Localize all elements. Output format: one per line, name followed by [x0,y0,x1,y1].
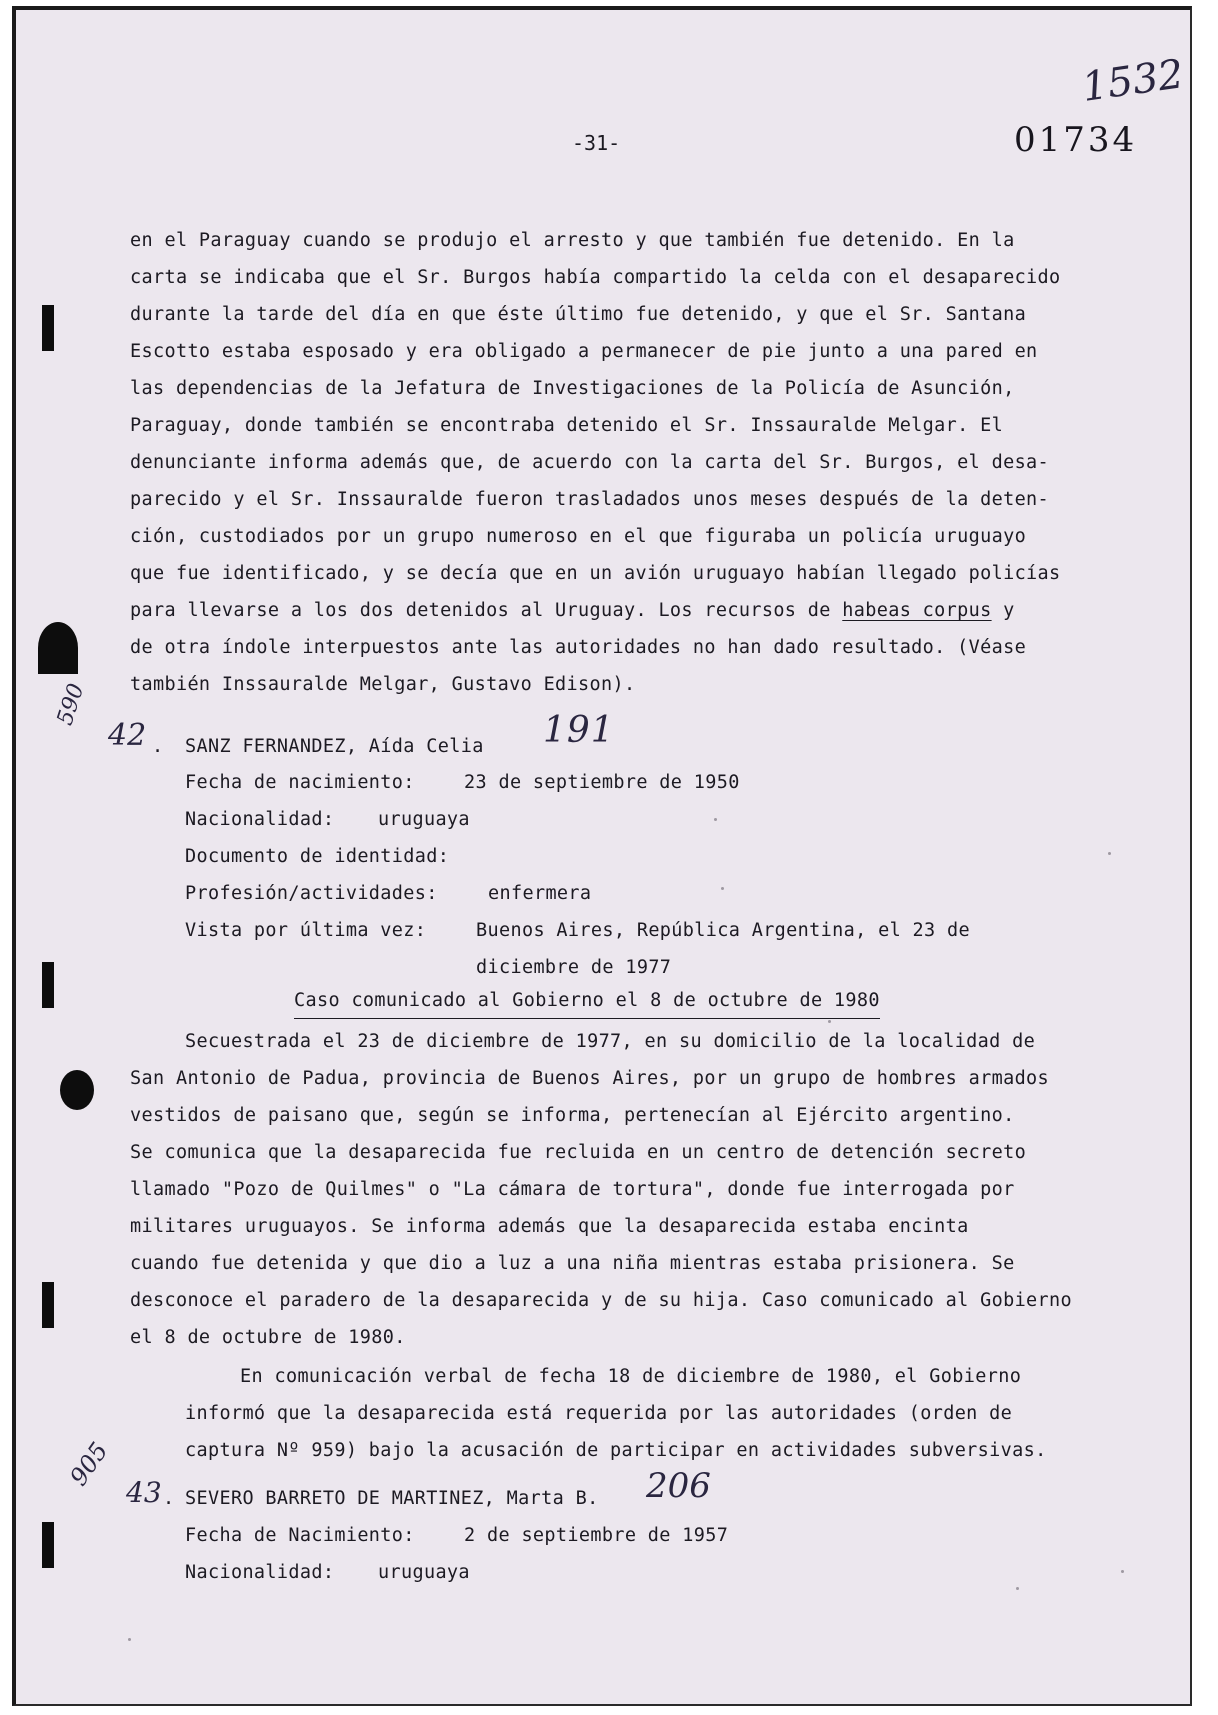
document-serial-number: 01734 [1014,120,1138,160]
text-line: desconoce el paradero de la desaparecida y de su hija. Caso comunicado al Gobierno [130,1290,1073,1311]
entry-name: SEVERO BARRETO DE MARTINEZ, Marta B. [185,1488,599,1509]
text-line: el 8 de octubre de 1980. [130,1327,406,1348]
field-label: Fecha de Nacimiento: [185,1525,415,1546]
text-line: Se comunica que la desaparecida fue recluida en un centro de detención secreto [130,1142,1027,1163]
field-label: Vista por última vez: [185,920,427,941]
text-line: Escotto estaba esposado y era obligado a permanecer de pie junto a una pared en [130,341,1038,362]
paragraph-intro [130,222,1061,703]
text-line: las dependencias de la Jefatura de Investigaciones de la Policía de Asunción, [130,378,1015,399]
entry-number-dot: . [152,736,164,757]
binder-hole [38,622,78,674]
text-line: En comunicación verbal de fecha 18 de diciembre de 1980, el Gobierno [240,1366,1022,1387]
text-line: vestidos de paisano que, según se informa, pertenecían al Ejército argentino. [130,1105,1015,1126]
text-line: Secuestrada el 23 de diciembre de 1977, en su domicilio de la localidad de [185,1031,1036,1052]
binder-hole [42,1522,54,1568]
margin-note: 905 [64,1437,114,1491]
text-line: cuando fue detenida y que dio a luz a una niña mientras estaba prisionera. Se [130,1253,1015,1274]
handwritten-folio: 1532 [1079,51,1187,111]
entry-number: 43 [126,1476,162,1509]
entry-field-labels [185,764,449,949]
text-line: Paraguay, donde también se encontraba detenido el Sr. Inssauralde Melgar. El [130,415,1004,436]
text-line: durante la tarde del día en que éste último fue detenido, y que el Sr. Santana [130,304,1027,325]
margin-note: 590 [52,680,90,729]
text-line: también Inssauralde Melgar, Gustavo Edison). [130,674,636,695]
underlined-term: habeas corpus [842,600,992,621]
text-line: de otra índole interpuestos ante las autoridades no han dado resultado. (Véase [130,637,1027,658]
text-line: denunciante informa además que, de acuerdo con la carta del Sr. Burgos, el desa- [130,452,1050,473]
paragraph-government-reply [185,1358,1047,1469]
field-label: Nacionalidad: [185,809,335,830]
field-value: Buenos Aires, República Argentina, el 23 de [476,920,970,941]
binder-hole [42,962,54,1008]
field-label: Profesión/actividades: [185,883,438,904]
text-line: llamado "Pozo de Quilmes" o "La cámara de tortura", donde fue interrogada por [130,1179,1015,1200]
text-segment: y [991,600,1015,621]
field-value-continued: diciembre de 1977 [476,957,672,978]
handwritten-stamp: 206 [646,1466,711,1506]
entry-name: SANZ FERNANDEZ, Aída Celia [185,736,484,757]
binder-hole [42,1282,54,1328]
document-page [12,6,1192,1706]
binder-hole [42,305,54,351]
entry-number-dot: . [163,1488,175,1509]
text-line: ción, custodiados por un grupo numeroso en el que figuraba un policía uruguayo [130,526,1027,547]
text-line: San Antonio de Padua, provincia de Buenos Aires, por un grupo de hombres armados [130,1068,1050,1089]
field-value: enfermera [488,883,592,904]
text-line: carta se indicaba que el Sr. Burgos había compartido la celda con el desaparecido [130,267,1061,288]
text-line: informó que la desaparecida está requerida por las autoridades (orden de [185,1403,1013,1424]
text-line: parecido y el Sr. Inssauralde fueron trasladados unos meses después de la deten- [130,489,1050,510]
text-line: que fue identificado, y se decía que en un avión uruguayo habían llegado policías [130,563,1061,584]
text-line [130,592,1061,629]
handwritten-stamp: 191 [543,710,615,751]
field-value: uruguaya [378,1562,470,1583]
field-value: uruguaya [378,809,470,830]
text-segment: para llevarse a los dos detenidos al Uruguay. Los recursos de [130,600,843,621]
text-line: en el Paraguay cuando se produjo el arresto y que también fue detenido. En la [130,230,1015,251]
binder-hole [60,1070,94,1110]
case-heading: Caso comunicado al Gobierno el 8 de octubre de 1980 [294,986,880,1019]
paragraph-case [130,1023,1072,1356]
entry-number: 42 [108,718,147,753]
field-value: 2 de septiembre de 1957 [464,1525,729,1546]
field-value: 23 de septiembre de 1950 [464,772,740,793]
field-label: Documento de identidad: [185,846,450,867]
page-number: -31- [572,131,621,155]
text-line: militares uruguayos. Se informa además que la desaparecida estaba encinta [130,1216,969,1237]
text-line: captura Nº 959) bajo la acusación de participar en actividades subversivas. [185,1440,1047,1461]
field-label: Nacionalidad: [185,1562,335,1583]
field-label: Fecha de nacimiento: [185,772,415,793]
